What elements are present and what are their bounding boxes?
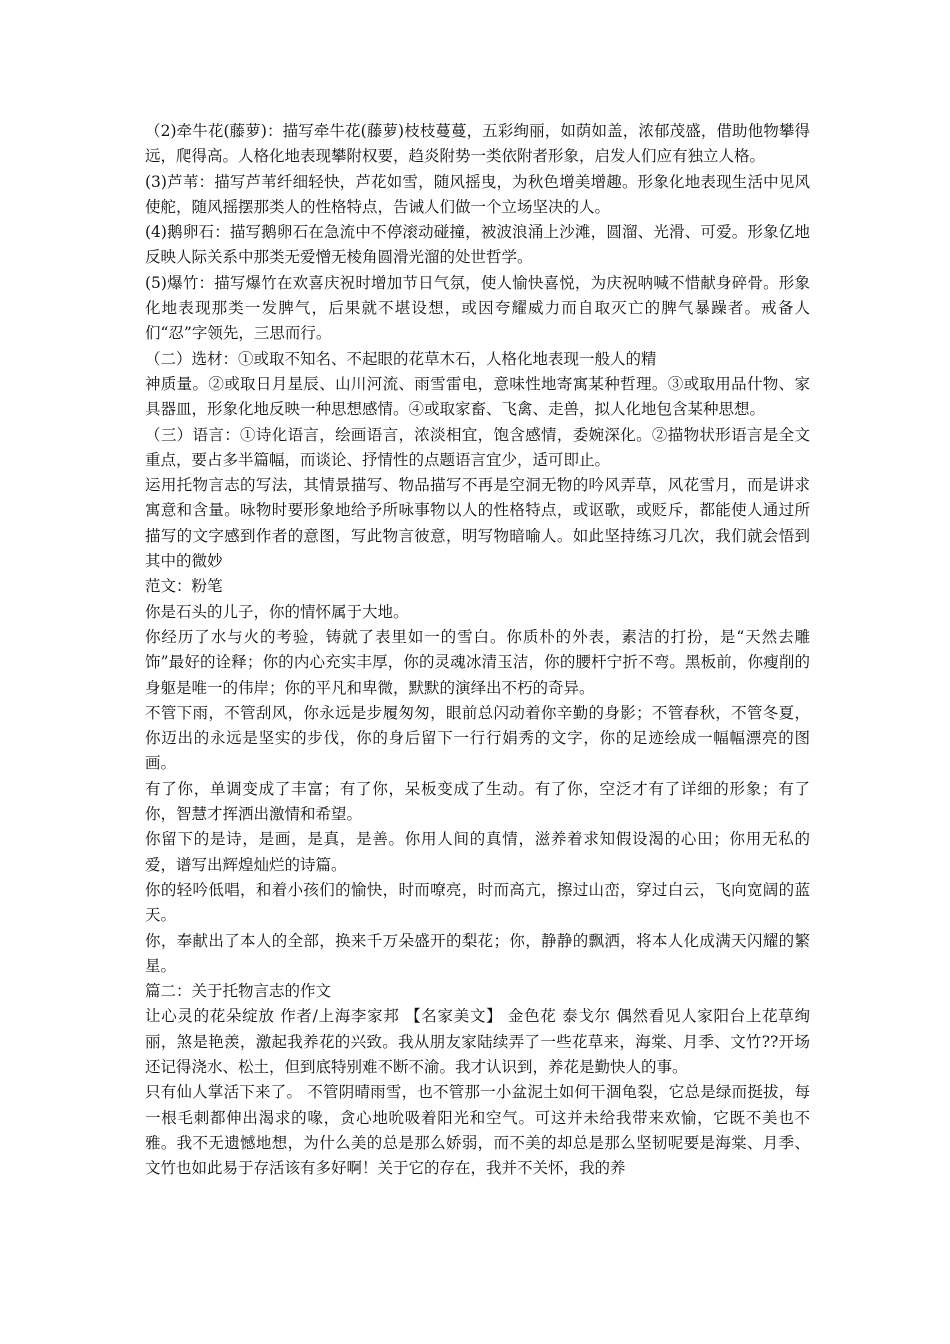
paragraph-material-heading: （二）选材：①或取不知名、不起眼的花草木石，人格化地表现一般人的精 bbox=[145, 349, 657, 368]
paragraph-essay-2: 只有仙人掌活下来了。 不管阴晴雨雪，也不管那一小盆泥土如何干涸龟裂，它总是绿而挺拔，每一根毛刺都伸出渴求的喙，贪心地吮吸着阳光和空气。可这并未给我带来欢愉，它既不美也不雅。我不无遗憾地想，为什么美的总是那么娇弱，而不美的却总是那么坚韧呢要是海棠、月季、文竹也如此易于存活该有多好啊！关于它的存在，我并不关怀，我的养 bbox=[145, 1083, 810, 1178]
paragraph-sample-6: 你的轻吟低唱，和着小孩们的愉快，时而嘹亮，时而高亢，擦过山峦，穿过白云，飞向宽阔的蓝天。 bbox=[145, 880, 810, 925]
paragraph-sample-3: 不管下雨，不管刮风，你永远是步履匆匆，眼前总闪动着你辛勤的身影；不管春秋，不管冬夏，你迈出的永远是坚实的步伐，你的身后留下一行行娟秀的文字，你的足迹绘成一幅幅漂亮的图画。 bbox=[145, 703, 810, 773]
paragraph-morning-glory: （2)牵牛花(藤萝)：描写牵牛花(藤萝)枝枝蔓蔓，五彩绚丽，如荫如盖，浓郁茂盛，借助他物攀得远，爬得高。人格化地表现攀附权要，趋炎附势一类依附者形象，启发人们应有独立人格。 bbox=[145, 122, 810, 166]
paragraph-material-body: 神质量。②或取日月星辰、山川河流、雨雪雷电，意味性地寄寓某种哲理。③或取用品什物、家具器皿，形象化地反映一种思想感情。④或取家畜、飞禽、走兽，拟人化地包含某种思想。 bbox=[145, 374, 810, 419]
paragraph-sample-2: 你经历了水与火的考验，铸就了表里如一的雪白。你质朴的外表，素洁的打扮，是“天然去雕饰”最好的诠释；你的内心充实丰厚，你的灵魂冰清玉洁，你的腰杆宁折不弯。黑板前，你瘦削的身躯是唯一的伟岸；你的平凡和卑微，默默的演绎出不朽的奇异。 bbox=[145, 627, 810, 697]
paragraph-reed: (3)芦苇：描写芦苇纤细轻快，芦花如雪，随风摇曳，为秋色增美增趣。形象化地表现生活中见风使舵，随风摇摆那类人的性格特点，告诫人们做一个立场坚决的人。 bbox=[145, 172, 810, 216]
section-heading-part-two: 篇二：关于托物言志的作文 bbox=[145, 982, 332, 1001]
document-body bbox=[145, 119, 810, 1181]
paragraph-essay-1: 让心灵的花朵绽放 作者/上海李家邦 【名家美文】 金色花 泰戈尔 偶然看见人家阳台上花草绚丽，煞是艳羡，激起我养花的兴致。我从朋友家陆续弄了一些花草来，海棠、月季、文竹??开场还记得浇水、松土，但到底特别难不断不渝。我才认识到，养花是勤快人的事。 bbox=[145, 1007, 810, 1076]
paragraph-firecracker: (5)爆竹：描写爆竹在欢喜庆祝时增加节日气氛，使人愉快喜悦，为庆祝呐喊不惜献身碎骨。形象化地表现那类一发脾气，后果就不堪设想，或因夸耀威力而自取灭亡的脾气暴躁者。戒备人们“忍”字领先，三思而行。 bbox=[145, 273, 810, 343]
paragraph-sample-4: 有了你，单调变成了丰富；有了你，呆板变成了生动。有了你，空泛才有了详细的形象；有了你，智慧才挥洒出激情和希望。 bbox=[145, 779, 810, 824]
paragraph-sample-5: 你留下的是诗，是画，是真，是善。你用人间的真情，滋养着求知假设渴的心田；你用无私的爱，谱写出辉煌灿烂的诗篇。 bbox=[145, 830, 810, 874]
paragraph-sample-1: 你是石头的儿子，你的情怀属于大地。 bbox=[145, 602, 409, 621]
paragraph-pebble: (4)鹅卵石：描写鹅卵石在急流中不停滚动碰撞，被波浪涌上沙滩，圆溜、光滑、可爱。形象亿地反映人际关系中那类无爱憎无棱角圆滑光溜的处世哲学。 bbox=[145, 223, 810, 267]
paragraph-sample-title: 范文：粉笔 bbox=[145, 577, 223, 596]
paragraph-method: 运用托物言志的写法，其情景描写、物品描写不再是空洞无物的吟风弄草，风花雪月，而是讲求寓意和含量。咏物时要形象地给予所咏事物以人的性格特点，或讴歌，或贬斥，都能使人通过所描写的文字感到作者的意图，写此物言彼意，明写物暗喻人。如此坚持练习几次，我们就会悟到其中的微妙 bbox=[145, 476, 810, 571]
paragraph-language: （三）语言：①诗化语言，绘画语言，浓淡相宜，饱含感情，委婉深化。②描物状形语言是全文重点，要占多半篇幅，而谈论、抒情性的点题语言宜少，适可即止。 bbox=[145, 425, 810, 469]
paragraph-sample-7: 你，奉献出了本人的全部，换来千万朵盛开的梨花；你，静静的飘洒，将本人化成满天闪耀的繁星。 bbox=[145, 931, 810, 975]
